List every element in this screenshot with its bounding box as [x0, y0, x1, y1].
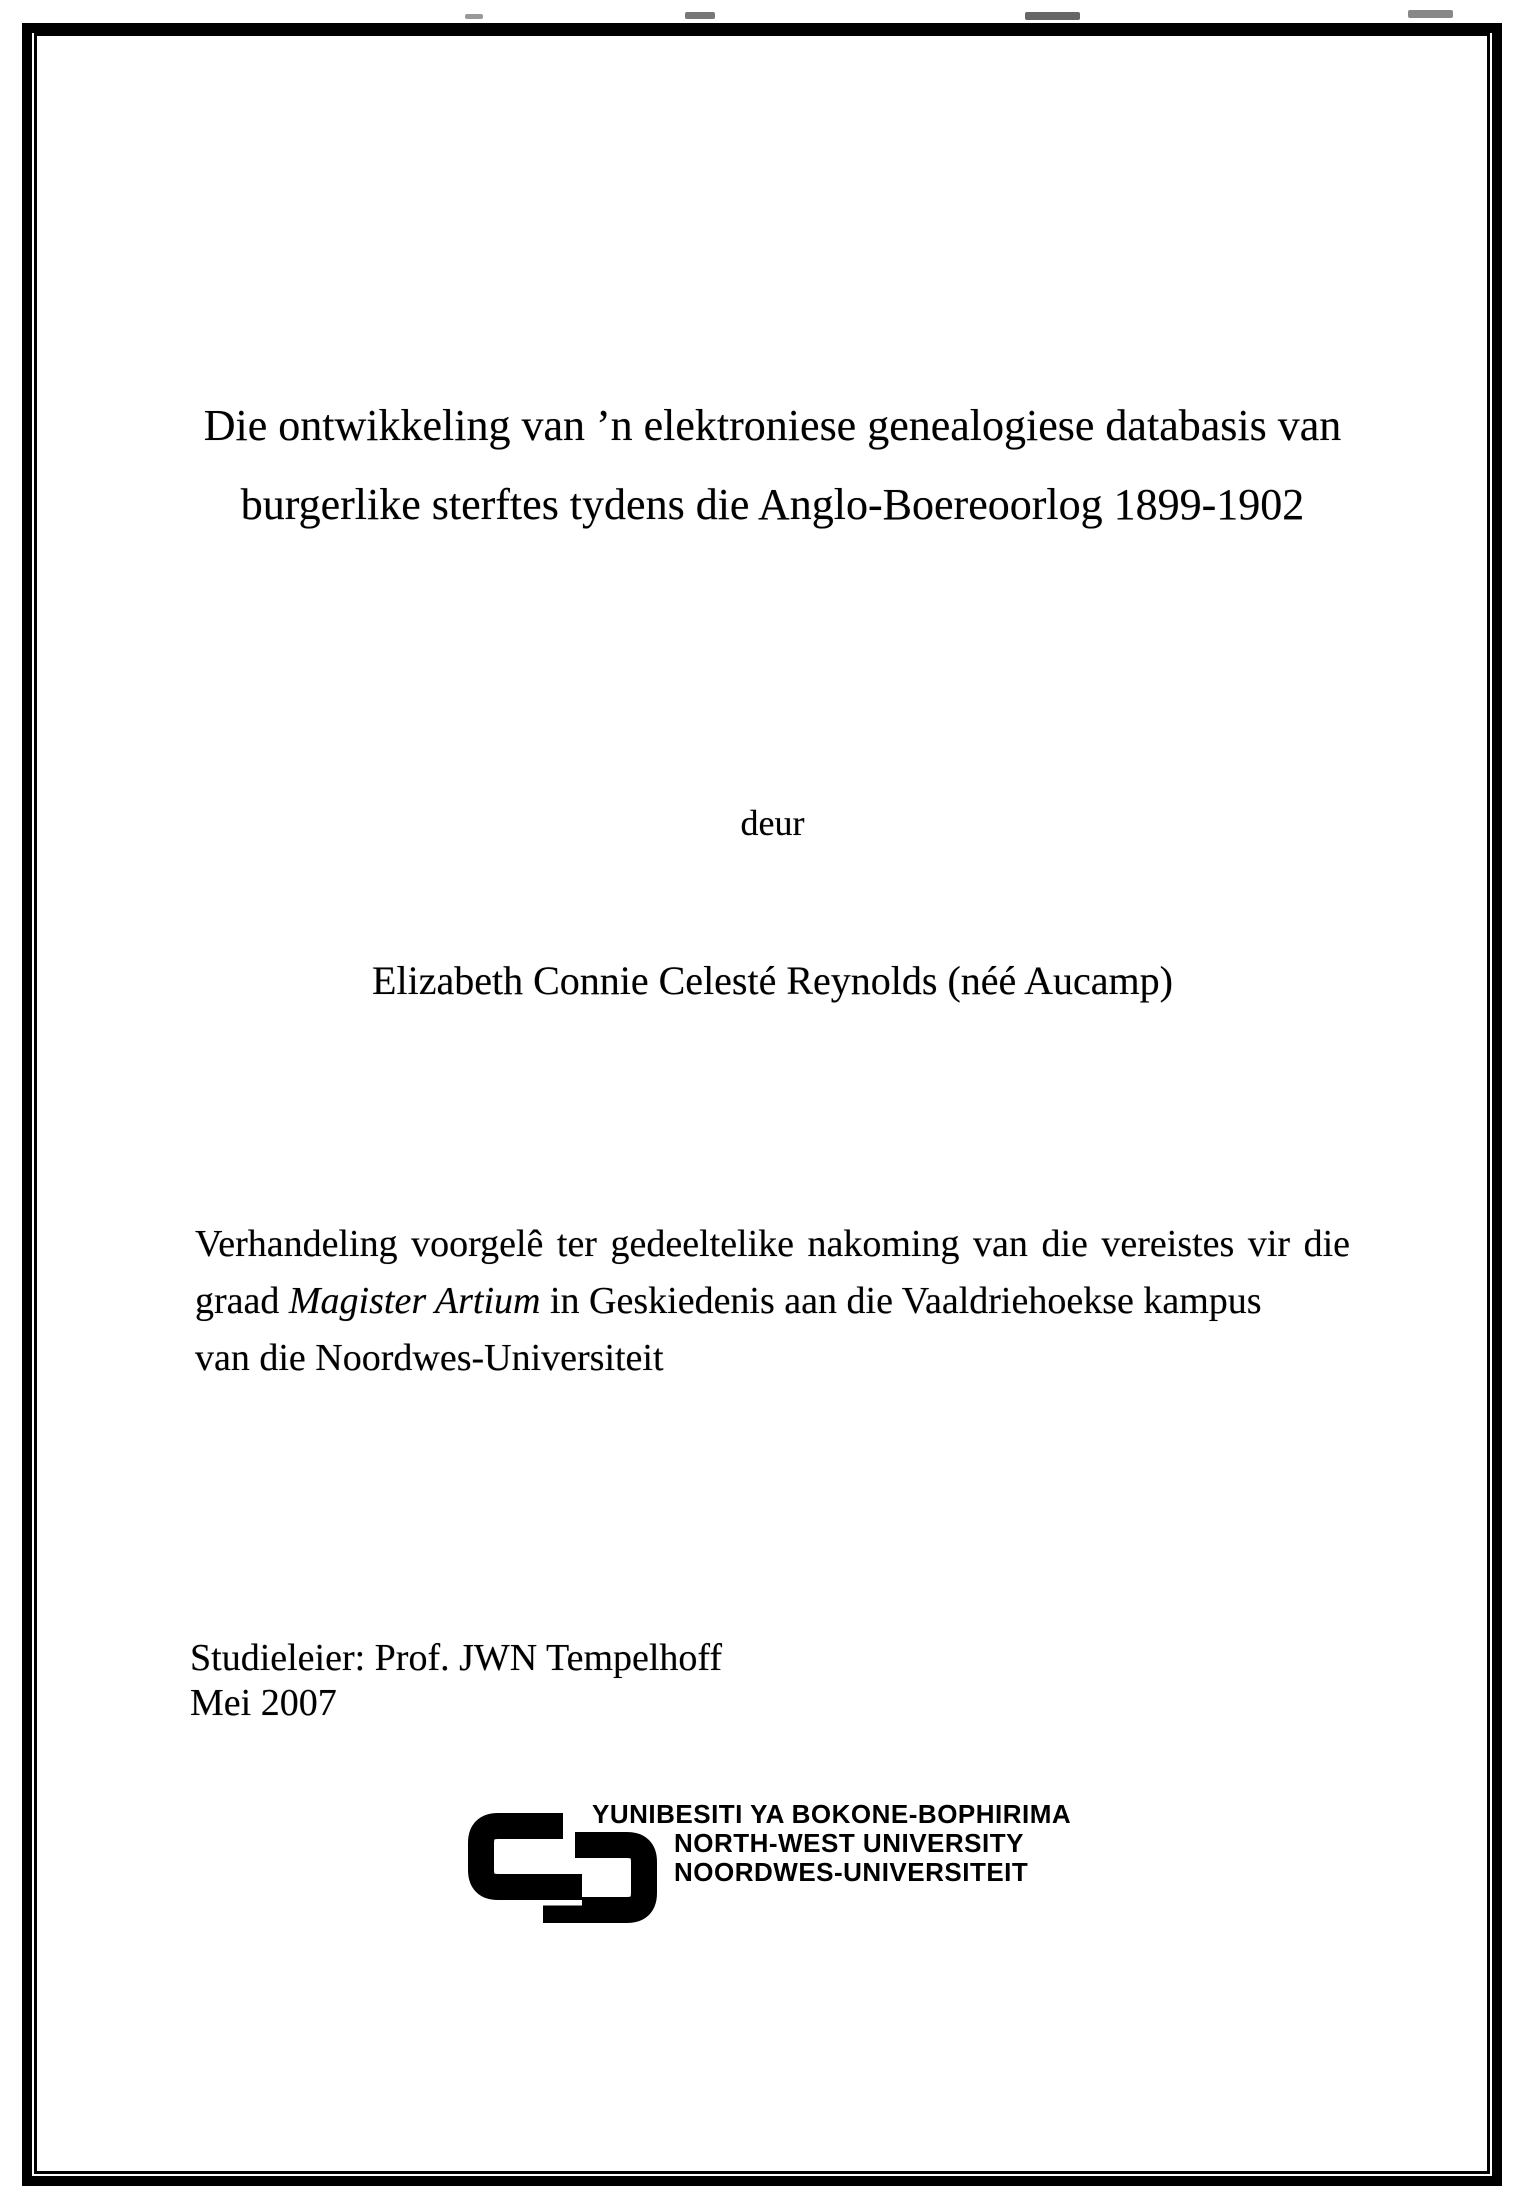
supervisor-line: Studieleier: Prof. JWN Tempelhoff [190, 1637, 723, 1679]
byline-deur: deur [740, 803, 805, 843]
logo-text-line-1: YUNIBESITI YA BOKONE-BOPHIRIMA [592, 1799, 1072, 1829]
statement-line-1: Verhandeling voorgelê ter gedeeltelike nakoming van die vereistes vir die [195, 1223, 1350, 1265]
logo-wordmark [592, 1800, 1071, 1887]
statement-line-2-start: graad [195, 1280, 280, 1322]
supervisor-block [190, 1636, 722, 1726]
title-line-2: burgerlike sterftes tydens die Anglo-Boereoorlog 1899-1902 [240, 480, 1305, 529]
statement-line-3: van die Noordwes-Universiteit [195, 1337, 664, 1379]
statement-line-2-end: in Geskiedenis aan die Vaaldriehoekse kampus [549, 1280, 1262, 1322]
author-name: Elizabeth Connie Celesté Reynolds (néé Aucamp) [372, 958, 1173, 1003]
degree-statement [195, 1216, 1350, 1387]
scan-artifact [685, 12, 715, 19]
logo-text-line-3: NOORDWES-UNIVERSITEIT [674, 1857, 1029, 1887]
logo-text-line-2: NORTH-WEST UNIVERSITY [674, 1828, 1024, 1858]
scan-artifact [1408, 10, 1453, 18]
statement-line-2-degree: Magister Artium [288, 1280, 541, 1322]
date-line: Mei 2007 [190, 1682, 337, 1724]
scan-artifact [465, 14, 483, 19]
title-line-1: Die ontwikkeling van ’n elektroniese genealogiese databasis van [203, 401, 1342, 450]
thesis-title [195, 386, 1350, 544]
statement-line-2 [195, 1273, 1350, 1330]
scan-artifact [1025, 12, 1080, 20]
